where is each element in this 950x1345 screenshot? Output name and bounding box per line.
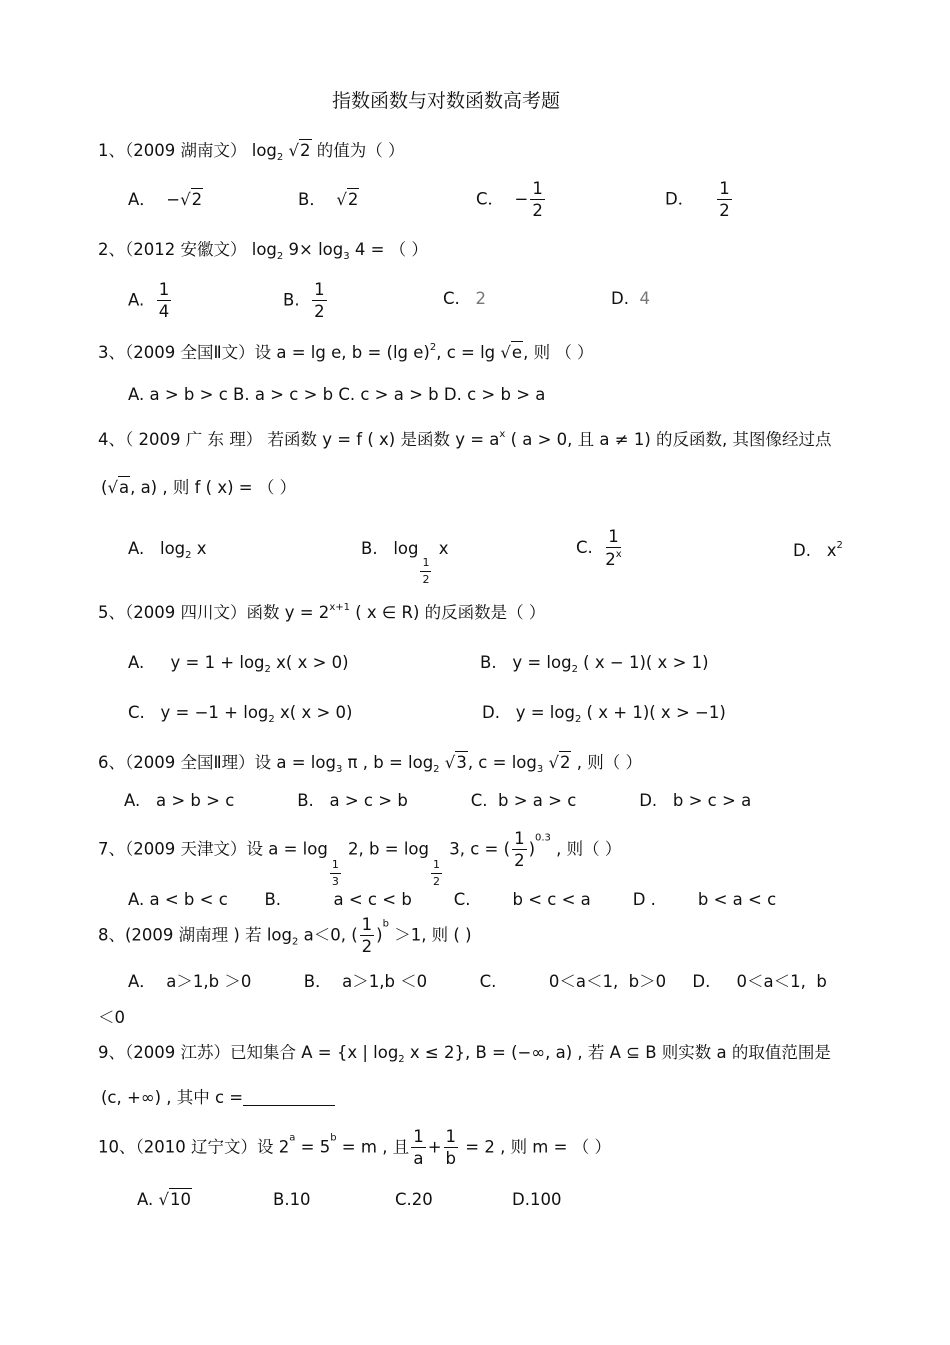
q2-option-d[interactable]: D. 4 bbox=[611, 289, 650, 308]
q5-option-a[interactable]: A. $y = 1 + \log_2 x$( x > 0) bbox=[128, 653, 349, 675]
q5-option-b[interactable]: B. $y = \log_2$ ( x − 1)( x > 1) bbox=[480, 653, 709, 675]
question-6-stem: 6、（2009 全国Ⅱ理）设 $a = \log_3 \pi$ , $b = \log_2 √3$, $c = \log_3 √2$ , 则（ ） bbox=[98, 753, 642, 775]
question-8-stem: 8、(2009 湖南理 ) 若 $\log_2 a<0$, ( $\frac{1}{2}$ )$^b$ ＞1, 则 ( ) bbox=[98, 915, 472, 957]
question-5-stem: 5、（2009 四川文）函数 $y = 2^{x+1}$ ( x ∈ R) 的反函数是（ ） bbox=[98, 602, 546, 622]
q2-option-c[interactable]: C. 2 bbox=[443, 289, 487, 308]
q4-option-c[interactable]: C. $\frac{1}{2^x}$ bbox=[576, 527, 622, 570]
q4-option-b[interactable]: B. log $\frac{1}{2}$ x bbox=[361, 539, 449, 586]
question-3-stem: 3、（2009 全国Ⅱ文）设 a = lg e, b = (lg e)$^2$, c = lg √e, 则 （ ） bbox=[98, 342, 594, 362]
question-10-stem: 10、（2010 辽宁文）设 $2^a = 5^b = m$ , 且 $\frac{1}{a}$ + $\frac{1}{b}$ = 2 , 则 m = （ ） bbox=[98, 1127, 611, 1169]
q2-option-a[interactable]: A. $\frac{1}{4}$ bbox=[128, 280, 170, 322]
fraction: $\frac{1}{2}$ bbox=[361, 915, 373, 957]
q6-options[interactable]: A. a > b > c B. a > c > b C. b > a > c D. b > c > a bbox=[124, 791, 752, 810]
q1-option-b[interactable]: B． √2 bbox=[298, 190, 359, 209]
page-title: 指数函数与对数函数高考题 bbox=[332, 90, 561, 112]
question-1-stem: 1、（2009 湖南文） $\log_2 √2$ 的值为（ ） bbox=[98, 141, 405, 163]
question-9-stem: 9、（2009 江苏）已知集合 A = {x | $\log_2 x \le 2$}, B = (−∞, a) , 若 A ⊆ B 则实数 a 的取值范围是 bbox=[98, 1043, 831, 1065]
q1-option-d[interactable]: D． $\frac{1}{2}$ bbox=[665, 179, 730, 221]
q1-option-c[interactable]: C． − $\frac{1}{2}$ bbox=[476, 179, 543, 221]
question-4-stem-line2: (√a, a) , 则 f ( x) = （ ） bbox=[101, 478, 297, 497]
question-7-stem: 7、（2009 天津文）设 a = log $\frac{1}{3}$ 2, b = log $\frac{1}{2}$ 3, c = ( $\frac{1}{2}$ )$^{0.3}$ , 则（ ） bbox=[98, 829, 622, 888]
fraction: $\frac{1}{2}$ bbox=[532, 179, 543, 221]
fraction: $\frac{1}{2}$ bbox=[314, 280, 325, 322]
fraction: $\frac{1}{2}$ bbox=[719, 179, 730, 221]
q8-options[interactable]: A． a＞1,b ＞0 B． a＞1,b ＜0 C. 0＜a＜1, b＞0 D. 0＜a＜1, b bbox=[128, 972, 827, 991]
fraction: $\frac{1}{a}$ bbox=[413, 1127, 424, 1169]
q10-option-a[interactable]: A. √10 bbox=[137, 1190, 192, 1209]
q5-option-c[interactable]: C. $y = -1 + \log_2 x$( x > 0) bbox=[128, 703, 353, 725]
fraction: $\frac{1}{2^x}$ bbox=[605, 527, 622, 570]
sqrt-sign: √2 bbox=[288, 141, 311, 160]
q8-options-tail: ＜0 bbox=[98, 1008, 125, 1027]
fraction: $\frac{1}{b}$ bbox=[445, 1127, 457, 1169]
q10-option-d[interactable]: D.100 bbox=[512, 1190, 562, 1209]
q10-option-c[interactable]: C.20 bbox=[395, 1190, 433, 1209]
q4-option-d[interactable]: D. $x^2$ bbox=[793, 540, 843, 560]
q4-option-a[interactable]: A. $\log_2 x$ bbox=[128, 539, 207, 561]
question-9-line2: (c, +∞) , 其中 c = bbox=[101, 1090, 335, 1107]
question-4-stem: 4、（ 2009 广 东 理） 若函数 y = f ( x) 是函数 $y = a^x$ ( a > 0, 且 a ≠ 1) 的反函数, 其图像经过点 bbox=[98, 429, 832, 449]
fraction: $\frac{1}{4}$ bbox=[158, 280, 170, 322]
q10-option-b[interactable]: B.10 bbox=[273, 1190, 311, 1209]
question-2-stem: 2、（2012 安徽文） $\log_2 9\times \log_3 4$ = （ ） bbox=[98, 240, 428, 262]
q7-options[interactable]: A. a < b < c B. a < c < b C. b < c < a D . b < a < c bbox=[128, 890, 777, 909]
q3-options[interactable]: A. a > b > c B. a > c > b C. c > a > b D. c > b > a bbox=[128, 385, 546, 404]
q2-option-b[interactable]: B. $\frac{1}{2}$ bbox=[283, 280, 325, 322]
answer-blank[interactable] bbox=[243, 1091, 335, 1106]
fraction: $\frac{1}{2}$ bbox=[514, 829, 525, 871]
q1-option-a[interactable]: A． −√2 bbox=[128, 190, 203, 209]
q5-option-d[interactable]: D. $y = \log_2$ ( x + 1)( x > −1) bbox=[482, 703, 726, 725]
